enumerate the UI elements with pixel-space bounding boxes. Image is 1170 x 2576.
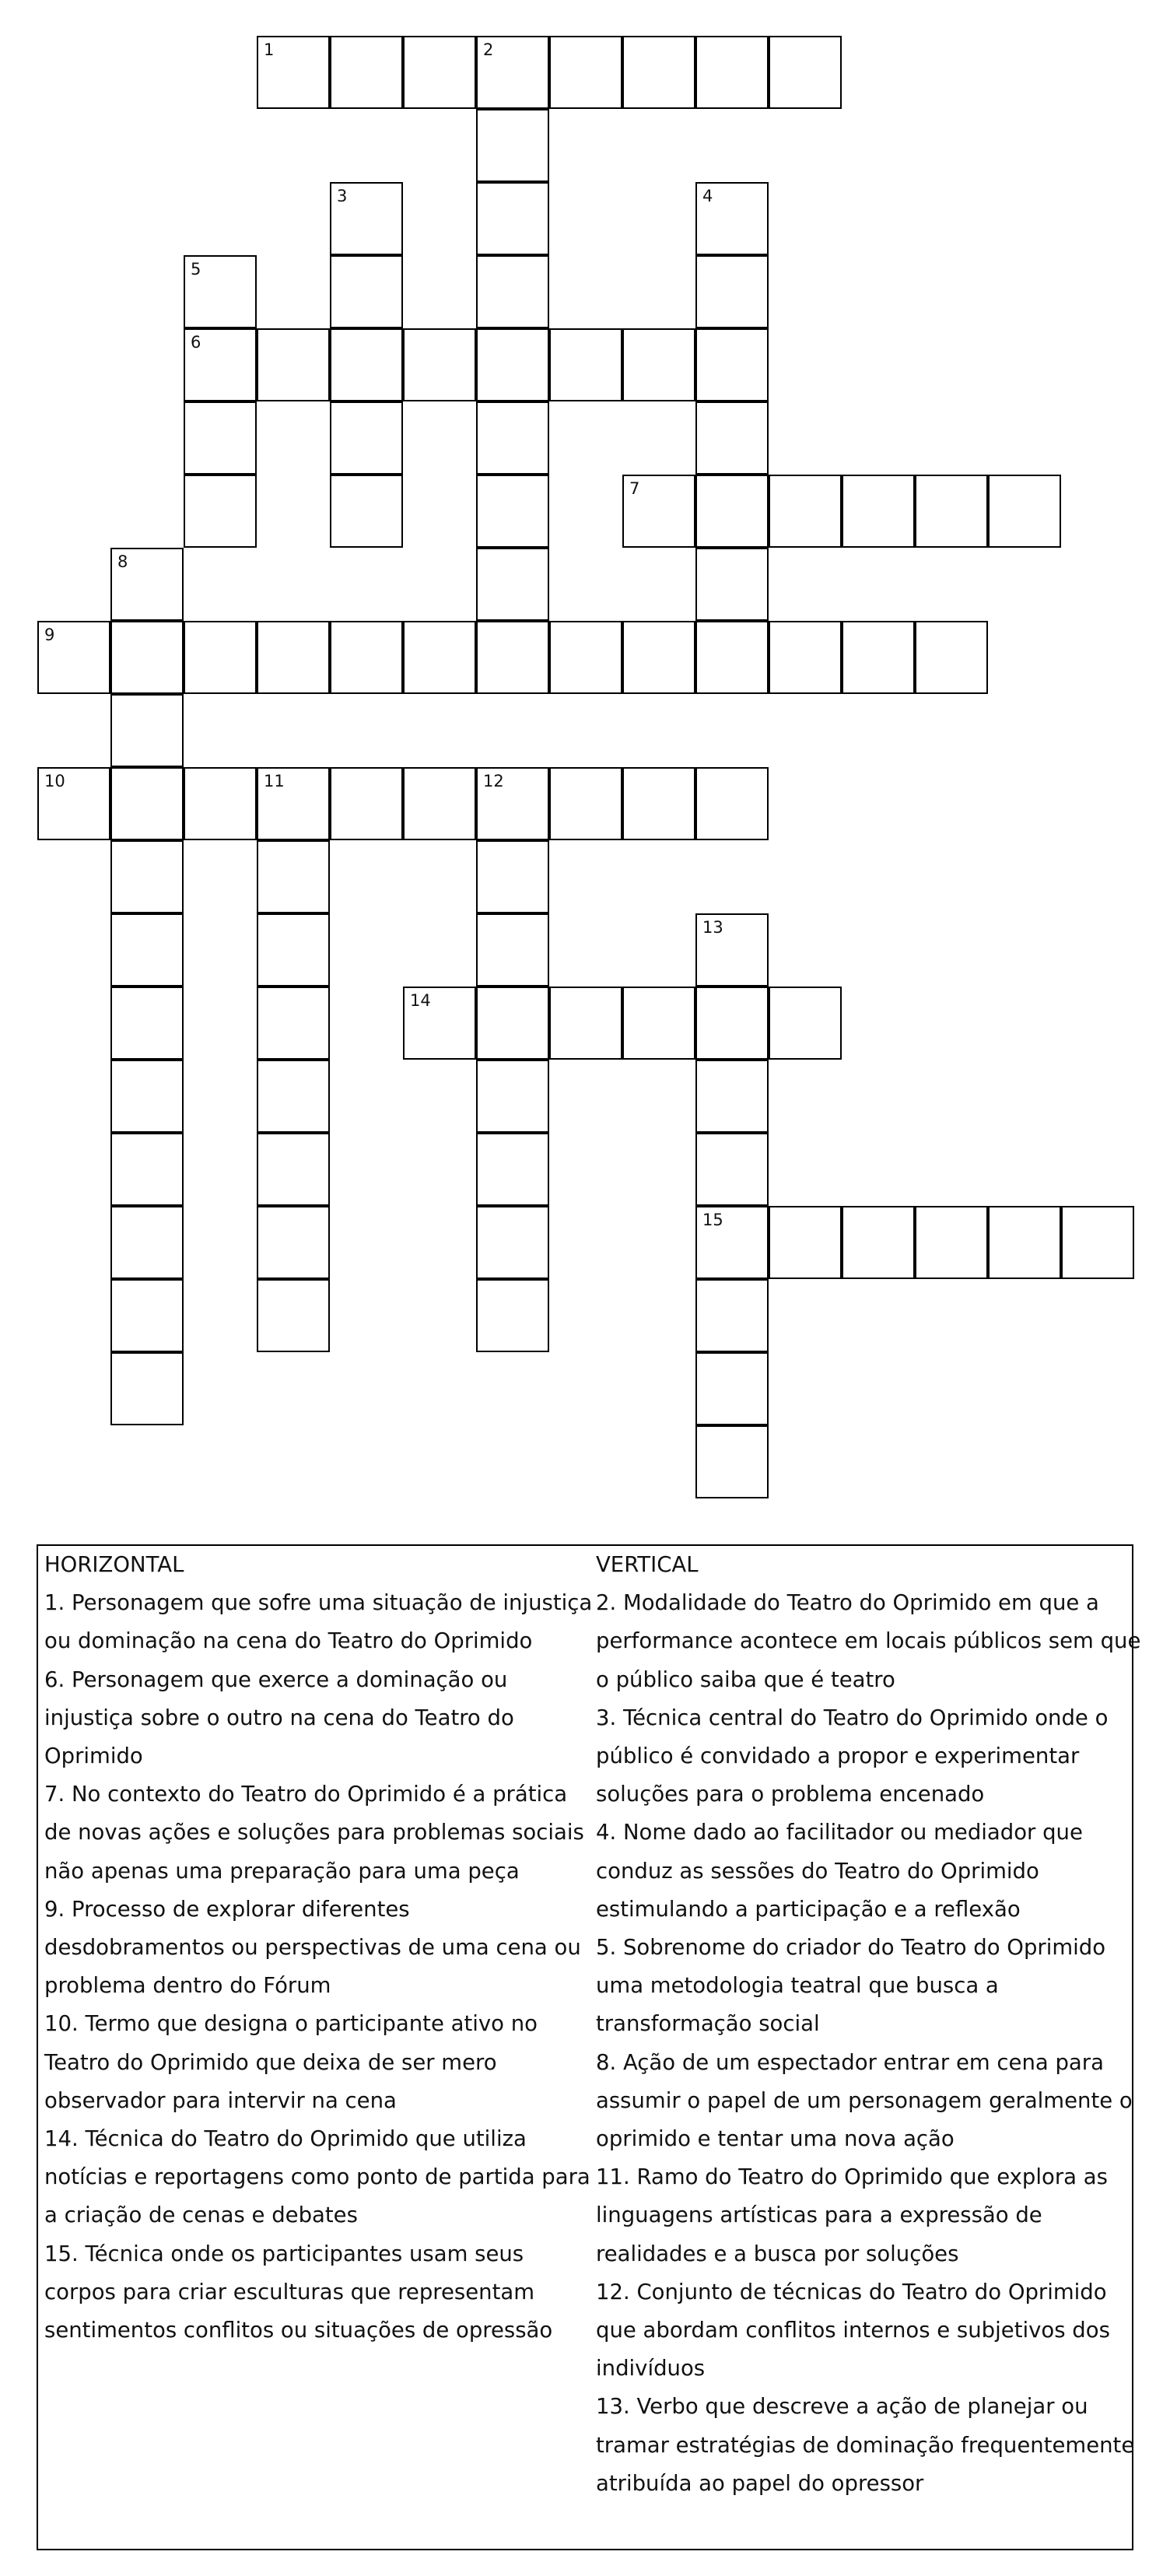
clues-box: [37, 1544, 1141, 2550]
clue-line: 8. Ação de um espectador entrar em cena para: [596, 2049, 1104, 2075]
grid-cell[interactable]: [476, 182, 549, 255]
clue-line: desdobramentos ou perspectivas de uma cena ou: [44, 1935, 581, 1961]
clue-number: 10: [44, 772, 65, 790]
grid-cell[interactable]: [476, 840, 549, 913]
clue-line: assumir o papel de um personagem geralmente o: [596, 2087, 1133, 2113]
clue-number: 6: [191, 333, 201, 352]
grid-cell[interactable]: [110, 840, 184, 913]
clue-line: corpos para criar esculturas que representam: [44, 2279, 534, 2304]
grid-cell[interactable]: [695, 621, 769, 694]
clue-line: indivíduos: [596, 2356, 706, 2381]
grid-cell[interactable]: [330, 475, 403, 548]
grid-cell[interactable]: [110, 694, 184, 767]
grid-cell[interactable]: [184, 475, 257, 548]
grid-cell[interactable]: [622, 475, 695, 548]
clue-line: 3. Técnica central do Teatro do Oprimido onde o: [596, 1705, 1109, 1730]
grid-cell[interactable]: [403, 328, 476, 401]
grid-cell[interactable]: [110, 1133, 184, 1206]
clue-line: conduz as sessões do Teatro do Oprimido: [596, 1858, 1039, 1884]
grid-cell[interactable]: [184, 401, 257, 475]
grid-cell[interactable]: [184, 328, 257, 401]
grid-cell[interactable]: [257, 840, 330, 913]
grid-cell[interactable]: [769, 621, 842, 694]
grid-cell[interactable]: [622, 767, 695, 840]
clue-line: 1. Personagem que sofre uma situação de injustiça: [44, 1590, 593, 1616]
grid-cell[interactable]: [915, 621, 988, 694]
clue-line: linguagens artísticas para a expressão de: [596, 2203, 1042, 2228]
grid-cell[interactable]: [988, 1206, 1061, 1279]
grid-cell[interactable]: [257, 1206, 330, 1279]
grid-cell[interactable]: [476, 1206, 549, 1279]
clue-number: 2: [483, 40, 494, 59]
clue-number: 13: [702, 918, 723, 937]
grid-cell[interactable]: [695, 182, 769, 255]
clue-line: o público saiba que é teatro: [596, 1667, 895, 1692]
grid-cell[interactable]: [476, 987, 549, 1060]
clue-line: 9. Processo de explorar diferentes: [44, 1896, 410, 1922]
clue-number: 12: [483, 772, 504, 790]
grid-cell[interactable]: [330, 328, 403, 401]
clue-line: 13. Verbo que descreve a ação de planejar ou: [596, 2394, 1088, 2420]
grid-cell[interactable]: [110, 548, 184, 621]
clue-number: 1: [264, 40, 275, 59]
grid-cell[interactable]: [37, 767, 110, 840]
grid-cell[interactable]: [695, 475, 769, 548]
grid-cell[interactable]: [257, 987, 330, 1060]
grid-cell[interactable]: [403, 36, 476, 109]
grid-cell[interactable]: [549, 328, 622, 401]
grid-cell[interactable]: [549, 621, 622, 694]
grid-cell[interactable]: [257, 913, 330, 987]
grid-cell[interactable]: [1061, 1206, 1134, 1279]
grid-cell[interactable]: [110, 621, 184, 694]
clue-number: 5: [191, 260, 201, 279]
grid-cell[interactable]: [257, 767, 330, 840]
grid-cell[interactable]: [110, 1206, 184, 1279]
grid-cell[interactable]: [915, 475, 988, 548]
grid-cell[interactable]: [476, 1133, 549, 1206]
grid-cell[interactable]: [695, 1279, 769, 1352]
grid-cell[interactable]: [695, 913, 769, 987]
grid-cell[interactable]: [330, 182, 403, 255]
grid-cell[interactable]: [622, 621, 695, 694]
clue-line: performance acontece em locais públicos sem que: [596, 1628, 1141, 1654]
grid-cell[interactable]: [330, 621, 403, 694]
clue-line: transformação social: [596, 2011, 820, 2037]
clue-line: atribuída ao papel do opressor: [596, 2470, 924, 2496]
clue-number: 9: [44, 626, 55, 644]
clue-line: que abordam conflitos internos e subjetivos dos: [596, 2318, 1110, 2343]
grid-cell[interactable]: [842, 621, 915, 694]
clue-number: 11: [264, 772, 285, 790]
clue-line: soluções para o problema encenado: [596, 1782, 985, 1807]
grid-cell[interactable]: [257, 328, 330, 401]
clue-line: 11. Ramo do Teatro do Oprimido que explora as: [596, 2164, 1108, 2190]
grid-cell[interactable]: [549, 36, 622, 109]
clue-line: sentimentos conflitos ou situações de opressão: [44, 2318, 553, 2343]
grid-cell[interactable]: [257, 1279, 330, 1352]
grid-cell[interactable]: [695, 1352, 769, 1425]
grid-cell[interactable]: [695, 987, 769, 1060]
grid-cell[interactable]: [330, 767, 403, 840]
clue-line: 15. Técnica onde os participantes usam seus: [44, 2241, 524, 2266]
grid-cell[interactable]: [257, 1133, 330, 1206]
grid-cell[interactable]: [549, 767, 622, 840]
grid-cell[interactable]: [695, 767, 769, 840]
grid-cell[interactable]: [476, 401, 549, 475]
clue-line: Teatro do Oprimido que deixa de ser mero: [44, 2049, 497, 2075]
vertical-clues: [596, 1546, 1141, 2503]
grid-cell[interactable]: [695, 401, 769, 475]
grid-cell[interactable]: [110, 1279, 184, 1352]
grid-cell[interactable]: [476, 913, 549, 987]
grid-cell[interactable]: [769, 1206, 842, 1279]
grid-cell[interactable]: [257, 36, 330, 109]
grid-cell[interactable]: [110, 767, 184, 840]
clue-line: estimulando a participação e a reflexão: [596, 1896, 1021, 1922]
grid-cell[interactable]: [988, 475, 1061, 548]
grid-cell[interactable]: [842, 1206, 915, 1279]
clue-line: 12. Conjunto de técnicas do Teatro do Oprimido: [596, 2279, 1107, 2304]
grid-cell[interactable]: [842, 475, 915, 548]
clue-line: não apenas uma preparação para uma peça: [44, 1858, 520, 1884]
grid-cell[interactable]: [476, 621, 549, 694]
clue-line: 2. Modalidade do Teatro do Oprimido em que a: [596, 1590, 1099, 1616]
clue-line: problema dentro do Fórum: [44, 1973, 331, 1999]
grid-cell[interactable]: [549, 987, 622, 1060]
grid-cell[interactable]: [403, 621, 476, 694]
clue-line: 5. Sobrenome do criador do Teatro do Oprimido: [596, 1935, 1106, 1961]
clue-line: a criação de cenas e debates: [44, 2203, 358, 2228]
grid-cell[interactable]: [769, 475, 842, 548]
grid-cell[interactable]: [476, 109, 549, 182]
grid-cell[interactable]: [476, 1279, 549, 1352]
grid-cell[interactable]: [110, 987, 184, 1060]
grid-cell[interactable]: [403, 987, 476, 1060]
clue-number: 4: [702, 187, 713, 205]
clue-number: 14: [410, 991, 431, 1010]
grid-cell[interactable]: [184, 767, 257, 840]
grid-cell[interactable]: [769, 36, 842, 109]
grid-cell[interactable]: [476, 36, 549, 109]
clue-line: 14. Técnica do Teatro do Oprimido que utiliza: [44, 2126, 527, 2152]
grid-cell[interactable]: [476, 328, 549, 401]
grid-cell[interactable]: [476, 1060, 549, 1133]
grid-cell[interactable]: [37, 621, 110, 694]
grid-cell[interactable]: [695, 1425, 769, 1498]
grid-cell[interactable]: [695, 1133, 769, 1206]
clue-line: de novas ações e soluções para problemas sociais: [44, 1820, 584, 1845]
grid-cell[interactable]: [695, 1060, 769, 1133]
clue-line: oprimido e tentar uma nova ação: [596, 2126, 955, 2152]
grid-cell[interactable]: [330, 255, 403, 328]
vertical-heading: VERTICAL: [596, 1552, 699, 1577]
grid-cell[interactable]: [915, 1206, 988, 1279]
clue-line: uma metodologia teatral que busca a: [596, 1973, 999, 1999]
clue-number: 8: [117, 552, 128, 571]
clue-number: 3: [337, 187, 348, 205]
grid-cell[interactable]: [695, 1206, 769, 1279]
grid-cell[interactable]: [257, 621, 330, 694]
grid-cell[interactable]: [476, 255, 549, 328]
grid-cell[interactable]: [476, 475, 549, 548]
clue-line: realidades e a busca por soluções: [596, 2241, 959, 2266]
horizontal-heading: HORIZONTAL: [44, 1552, 184, 1577]
grid-cell[interactable]: [476, 548, 549, 621]
clue-line: notícias e reportagens como ponto de partida para: [44, 2164, 590, 2190]
grid-cell[interactable]: [110, 1060, 184, 1133]
clue-line: 4. Nome dado ao facilitador ou mediador que: [596, 1820, 1083, 1845]
grid-cell[interactable]: [622, 328, 695, 401]
clue-line: Oprimido: [44, 1744, 143, 1769]
horizontal-clues: [44, 1546, 593, 2350]
grid-cell[interactable]: [330, 401, 403, 475]
grid-cell[interactable]: [695, 328, 769, 401]
grid-cell[interactable]: [695, 255, 769, 328]
grid-cell[interactable]: [695, 548, 769, 621]
clue-number: 7: [629, 479, 640, 498]
clue-line: 10. Termo que designa o participante ativo no: [44, 2011, 538, 2037]
clue-line: injustiça sobre o outro na cena do Teatro do: [44, 1705, 514, 1730]
grid-cell[interactable]: [476, 767, 549, 840]
grid-cell[interactable]: [769, 987, 842, 1060]
clue-line: público é convidado a propor e experimentar: [596, 1744, 1080, 1769]
grid-cell[interactable]: [110, 1352, 184, 1425]
grid-cell[interactable]: [110, 913, 184, 987]
clue-line: 7. No contexto do Teatro do Oprimido é a prática: [44, 1782, 568, 1807]
grid-cell[interactable]: [695, 36, 769, 109]
clue-line: 6. Personagem que exerce a dominação ou: [44, 1667, 508, 1692]
clue-line: ou dominação na cena do Teatro do Oprimido: [44, 1628, 533, 1654]
grid-cell[interactable]: [184, 621, 257, 694]
clue-number: 15: [702, 1211, 723, 1229]
clue-line: tramar estratégias de dominação frequentemente: [596, 2432, 1135, 2458]
clue-line: observador para intervir na cena: [44, 2087, 397, 2113]
grid-cell[interactable]: [330, 36, 403, 109]
grid-cell[interactable]: [257, 1060, 330, 1133]
grid-cell[interactable]: [184, 255, 257, 328]
grid-cell[interactable]: [403, 767, 476, 840]
grid-cell[interactable]: [622, 36, 695, 109]
grid-cell[interactable]: [622, 987, 695, 1060]
